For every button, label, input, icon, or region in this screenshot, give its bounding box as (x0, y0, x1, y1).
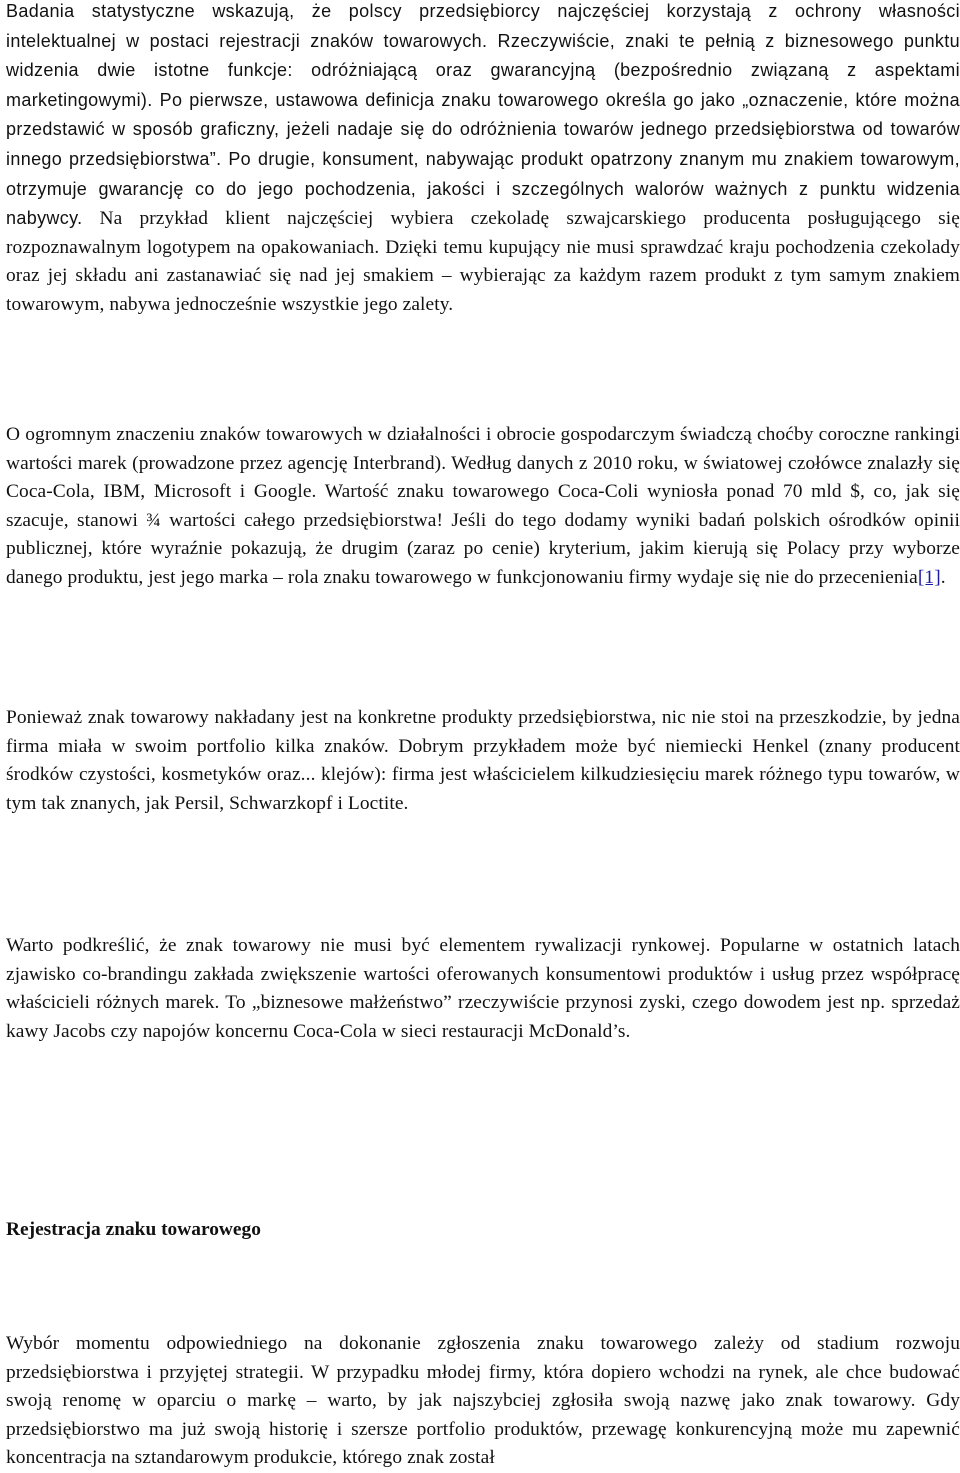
paragraph-co-branding (6, 932, 960, 1046)
paragraph-serif-text: Na przykład klient najczęściej wybiera czekoladę szwajcarskiego producenta posługującego się rozpoznawalnym logotypem na opakowaniach. Dzięki temu kupujący nie musi sprawdzać kraju pochodzenia czekolady oraz jej składu ani zastanawiać się nad jej smakiem – wybierając za każdym razem produkt z tym samym znakiem towarowym, nabywa jednocześnie wszystkie jego zalety. (6, 208, 960, 315)
paragraph-registration-timing (6, 1330, 960, 1473)
paragraph-brand-value (6, 421, 960, 593)
paragraph-co-branding-text: Warto podkreślić, że znak towarowy nie musi być elementem rywalizacji rynkowej. Popularne w ostatnich latach zjawisko co-brandingu zakłada zwiększenie wartości oferowanych konsumentowi produktów i usług przez współpracę właścicieli różnych marek. To „biznesowe małżeństwo” rzeczywiście przynosi zyski, czego dowodem jest np. sprzedaż kawy Jacobs czy napojów koncernu Coca-Cola w sieci restauracji McDonald’s. (6, 935, 960, 1042)
paragraph-multiple-brands-text: Ponieważ znak towarowy nakładany jest na konkretne produkty przedsiębiorstwa, nic nie stoi na przeszkodzie, by jedna firma miała w swoim portfolio kilka znaków. Dobrym przykładem może być niemiecki Henkel (znany producent środków czystości, kosmetyków oraz... klejów): firma jest właścicielem kilkudziesięciu marek różnego typu towarów, w tym tak znanych, jak Persil, Schwarzkopf i Loctite. (6, 707, 960, 814)
paragraph-brand-value-end: . (940, 566, 946, 588)
paragraph-brand-value-text: O ogromnym znaczeniu znaków towarowych w działalności i obrocie gospodarczym świadczą choćby coroczne rankingi wartości marek (prowadzone przez agencję Interbrand). Według danych z 2010 roku, w światowej czołówce znalazły się Coca-Cola, IBM, Microsoft i Google. Wartość znaku towarowego Coca-Coli wyniosła ponad 70 mld $, co, jak się szacuje, stanowi ¾ wartości całego przedsiębiorstwa! Jeśli do tego dodamy wyniki badań polskich ośrodków opinii publicznej, które wyraźnie pokazują, że drugim (zaraz po cenie) kryterium, jakim kierują się Polacy przy wyborze danego produktu, jest jego marka – rola znaku towarowego w funkcjonowaniu firmy wydaje się nie do przecenienia (6, 424, 960, 588)
paragraph-registration-timing-text: Wybór momentu odpowiedniego na dokonanie zgłoszenia znaku towarowego zależy od stadium rozwoju przedsiębiorstwa i przyjętej strategii. W przypadku młodej firmy, która dopiero wchodzi na rynek, ale chce budować swoją renomę w oparciu o markę – warto, by jak najszybciej zgłosiła swoją nazwę jako znak towarowy. Gdy przedsiębiorstwo ma już swoją historię i szersze portfolio produktów, przewagę konkurencyjną może mu zapewnić koncentracja na sztandarowym produkcie, którego znak został (6, 1333, 960, 1469)
section-heading: Rejestracja znaku towarowego (6, 1219, 261, 1240)
paragraph-multiple-brands (6, 704, 960, 818)
footnote-link[interactable]: [1] (917, 566, 941, 588)
paragraph-sans-text: Badania statystyczne wskazują, że polscy przedsiębiorcy najczęściej korzystają z ochrony własności intelektualnej w postaci rejestracji znaków towarowych. Rzeczywiście, znaki te pełnią z biznesowego punktu widzenia dwie istotne funkcje: odróżniającą oraz gwarancyjną (bezpośrednio związaną z aspektami marketingowymi). Po pierwsze, ustawowa definicja znaku towarowego określa go jako „oznaczenie, które można przedstawić w sposób graficzny, jeżeli nadaje się do odróżnienia towarów jednego przedsiębiorstwa od towarów innego przedsiębiorstwa”. Po drugie, konsument, nabywając produkt opatrzony znanym mu znakiem towarowym, otrzymuje gwarancję co do jego pochodzenia, jakości i szczególnych walorów ważnych z punktu widzenia nabywcy. (6, 1, 960, 229)
paragraph-trademark-functions (6, 0, 960, 320)
